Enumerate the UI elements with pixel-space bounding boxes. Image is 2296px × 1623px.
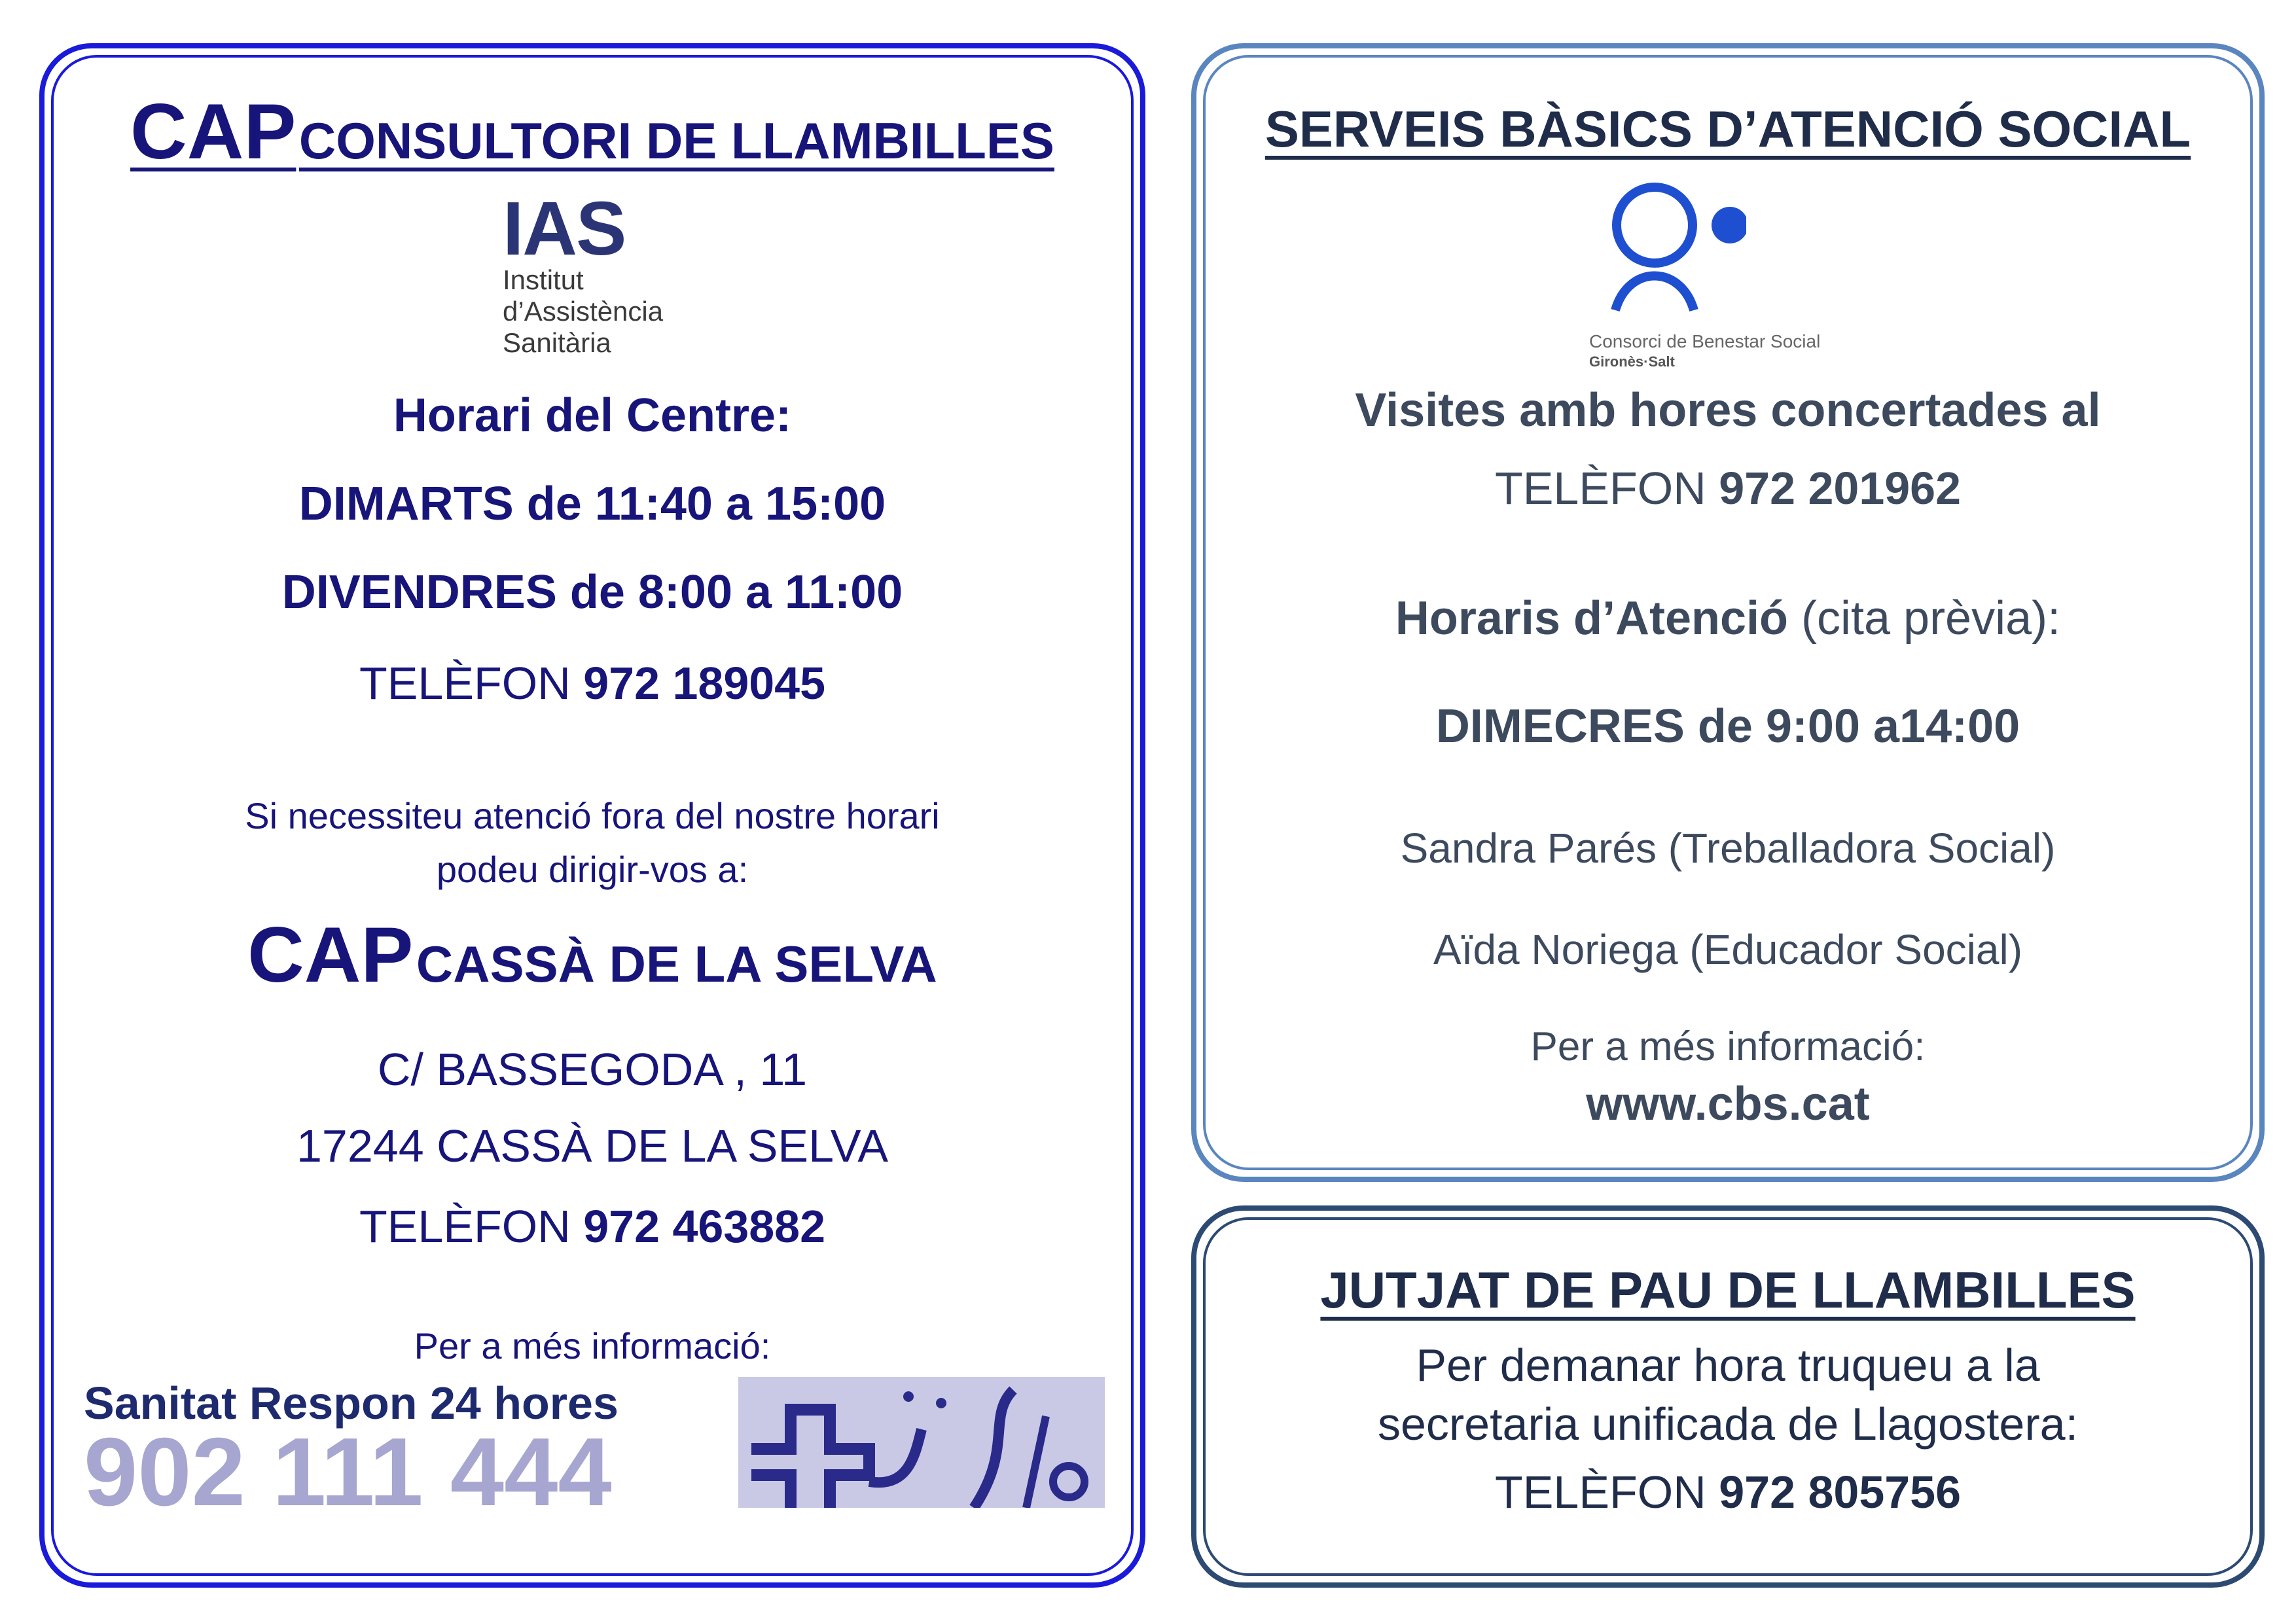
cbs-website-link[interactable]: www.cbs.cat bbox=[1586, 1078, 1870, 1130]
jutjat-phone-label: TELÈFON bbox=[1494, 1467, 1706, 1518]
cap-more-info: Per a més informació: bbox=[414, 1325, 771, 1366]
cbs-logo bbox=[1589, 179, 1890, 402]
note-line2: podeu dirigir-vos a: bbox=[436, 849, 749, 890]
serveis-phone-number: 972 201962 bbox=[1719, 463, 1962, 514]
horaris-atencio bbox=[1196, 592, 2259, 645]
alt-cap-title bbox=[45, 910, 1140, 1000]
jutjat-line1: Per demanar hora truqueu a la bbox=[1416, 1340, 2040, 1391]
note-line1: Si necessiteu atenció fora del nostre horari bbox=[245, 795, 940, 836]
serveis-panel bbox=[1191, 43, 2265, 1182]
jutjat-line2: secretaria unificada de Llagostera: bbox=[1377, 1399, 2079, 1450]
cbs-figure-icon bbox=[1589, 179, 1746, 330]
cap-phone-number: 972 189045 bbox=[583, 658, 826, 709]
person1: Sandra Parés (Treballadora Social) bbox=[1400, 825, 2056, 872]
cap-phone bbox=[45, 657, 1140, 709]
visites-text: Visites amb hores concertades al bbox=[1355, 384, 2101, 437]
ias-logo-line1: Institut bbox=[503, 264, 584, 295]
sanitat-cross-icon bbox=[738, 1377, 1105, 1508]
ias-logo-mark: IAS bbox=[503, 186, 626, 271]
serveis-more-info: Per a més informació: bbox=[1530, 1024, 1926, 1069]
jutjat-phone-number: 972 805756 bbox=[1719, 1467, 1962, 1518]
alt-cap-prefix: CAP bbox=[247, 911, 414, 999]
cbs-logo-caption1: Consorci de Benestar Social bbox=[1589, 331, 1821, 351]
horaris-bold: Horaris d’Atenció bbox=[1395, 592, 1788, 645]
person2: Aïda Noriega (Educador Social) bbox=[1433, 926, 2023, 973]
jutjat-phone bbox=[1196, 1466, 2259, 1518]
alt-phone-label: TELÈFON bbox=[359, 1201, 571, 1252]
sanitat-banner-line1: Sanitat Respon 24 hores bbox=[84, 1378, 619, 1429]
cap-title-prefix: CAP bbox=[130, 88, 296, 175]
cap-title bbox=[45, 86, 1140, 177]
alt-phone-number: 972 463882 bbox=[583, 1201, 826, 1252]
dimecres-hours: DIMECRES de 9:00 a14:00 bbox=[1435, 700, 2020, 753]
cap-title-rest: CONSULTORI DE LLAMBILLES bbox=[298, 112, 1054, 169]
horari-title: Horari del Centre: bbox=[393, 389, 792, 442]
serveis-phone-label: TELÈFON bbox=[1494, 463, 1706, 514]
alt-address2: 17244 CASSÀ DE LA SELVA bbox=[296, 1120, 889, 1171]
sanitat-banner-line2: 902 111 444 bbox=[84, 1418, 612, 1526]
serveis-phone bbox=[1196, 462, 2259, 514]
serveis-title: SERVEIS BÀSICS D’ATENCIÓ SOCIAL bbox=[1265, 100, 2191, 158]
alt-phone bbox=[45, 1200, 1140, 1253]
ias-logo bbox=[503, 186, 712, 369]
cap-phone-label: TELÈFON bbox=[359, 658, 571, 709]
divendres-hours: DIVENDRES de 8:00 a 11:00 bbox=[281, 566, 903, 618]
ias-logo-line2: d’Assistència bbox=[503, 296, 664, 327]
jutjat-panel bbox=[1191, 1205, 2265, 1588]
ias-logo-line3: Sanitària bbox=[503, 327, 611, 358]
alt-address1: C/ BASSEGODA , 11 bbox=[377, 1044, 808, 1095]
sanitat-respon-banner bbox=[84, 1377, 1111, 1526]
alt-cap-rest: CASSÀ DE LA SELVA bbox=[416, 935, 937, 993]
horaris-rest: (cita prèvia): bbox=[1801, 592, 2061, 645]
cbs-logo-caption2: Gironès·Salt bbox=[1589, 353, 1675, 370]
cap-panel bbox=[39, 43, 1145, 1588]
jutjat-title: JUTJAT DE PAU DE LLAMBILLES bbox=[1320, 1261, 2136, 1319]
dimarts-hours: DIMARTS de 11:40 a 15:00 bbox=[298, 478, 886, 530]
